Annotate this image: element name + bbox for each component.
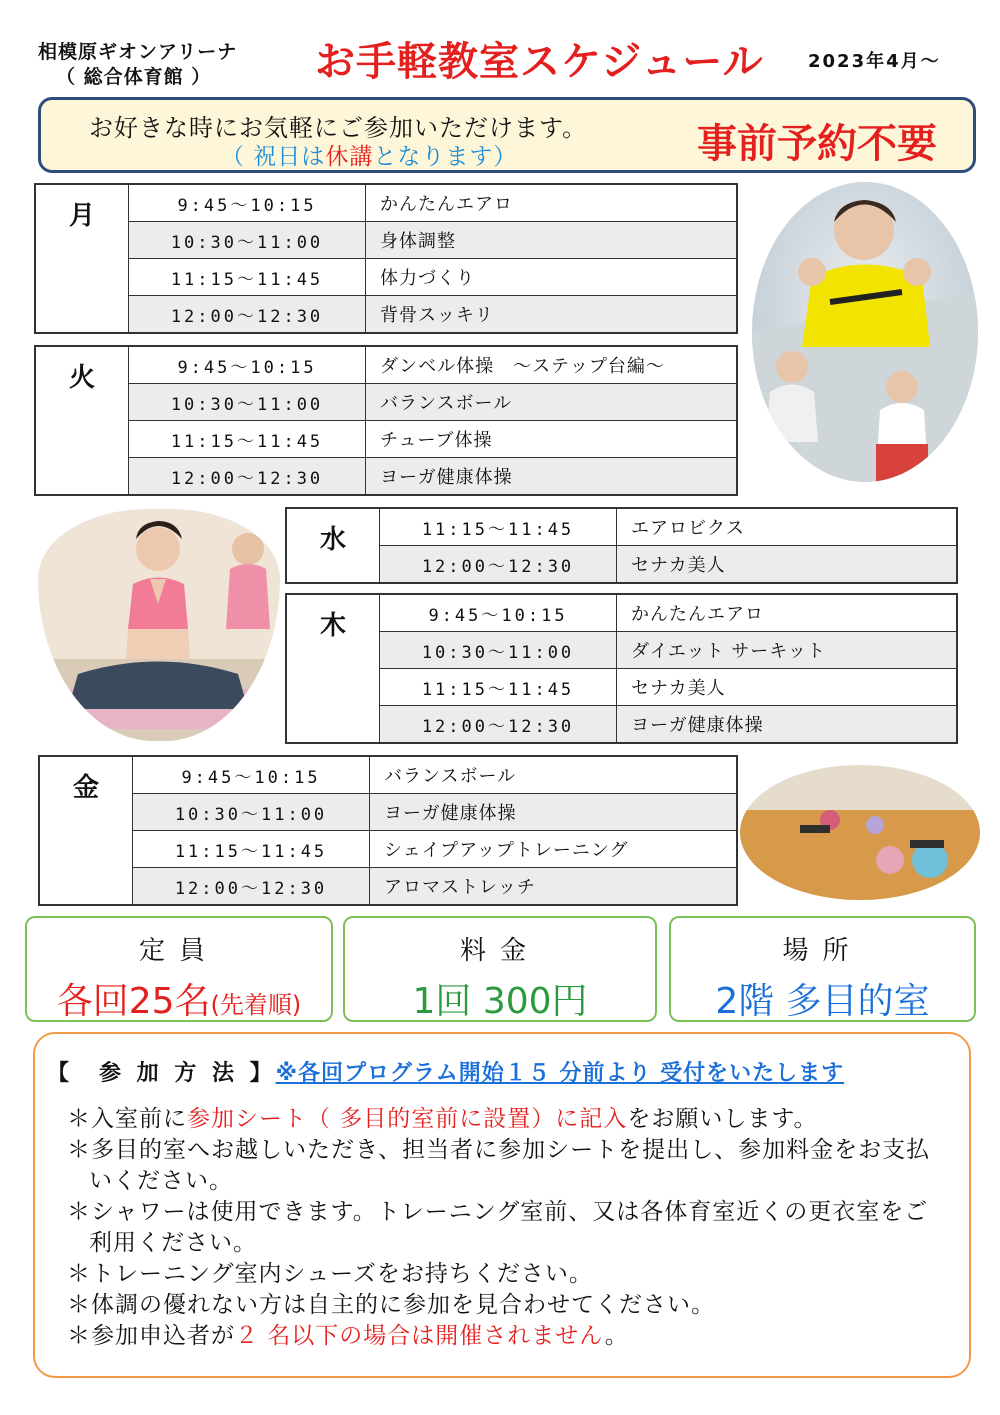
class-name: 身体調整	[366, 222, 738, 259]
day-label-friday: 金	[39, 756, 133, 905]
method-item	[67, 1197, 947, 1259]
place-value: 2階 多目的室	[715, 981, 930, 1022]
class-name: アロマストレッチ	[370, 868, 738, 906]
capacity-label: 定員	[138, 936, 219, 966]
day-label-wednesday: 水	[286, 508, 380, 583]
method-item-emphasis: 参加シート（ 多目的室前に設置）に記入	[187, 1106, 628, 1132]
fee-label: 料金	[459, 936, 540, 966]
class-time: 12:00～12:30	[129, 458, 366, 496]
day-label-monday: 月	[35, 184, 129, 333]
method-item-text: 。	[604, 1323, 629, 1349]
class-name: セナカ美人	[617, 546, 958, 584]
schedule-monday	[34, 183, 738, 334]
method-item-text: ＊体調の優れない方は自主的に参加を見合わせてください。	[67, 1292, 715, 1318]
class-name: シェイプアップトレーニング	[370, 831, 738, 868]
class-name: かんたんエアロ	[366, 184, 738, 222]
schedule-friday	[38, 755, 738, 906]
method-item	[67, 1104, 947, 1135]
method-item-text: をお願いします。	[627, 1106, 818, 1132]
class-name: 体力づくり	[366, 259, 738, 296]
method-heading-line	[47, 1056, 844, 1087]
fee-value: 1回 300円	[412, 981, 588, 1022]
class-name: バランスボール	[366, 384, 738, 421]
class-time: 10:30～11:00	[129, 384, 366, 421]
class-name: バランスボール	[370, 756, 738, 794]
class-time: 10:30～11:00	[133, 794, 370, 831]
day-label-tuesday: 火	[35, 346, 129, 495]
balance-ball-photo	[740, 765, 980, 900]
method-item	[67, 1290, 947, 1321]
class-time: 12:00～12:30	[380, 706, 617, 744]
class-time: 9:45～10:15	[380, 594, 617, 632]
class-name: ヨーガ健康体操	[366, 458, 738, 496]
method-list	[67, 1104, 947, 1352]
schedule-thursday	[285, 593, 958, 744]
start-date: 2023年4月～	[808, 51, 941, 72]
class-name: かんたんエアロ	[617, 594, 958, 632]
holiday-note-pre: （ 祝日は	[221, 144, 326, 170]
venue-title: 相模原ギオンアリーナ	[38, 41, 238, 63]
place-label: 場所	[782, 936, 863, 966]
class-time: 10:30～11:00	[129, 222, 366, 259]
method-item	[67, 1321, 947, 1352]
class-time: 12:00～12:30	[129, 296, 366, 334]
method-item-text: ＊参加申込者が	[67, 1323, 235, 1349]
class-name: ダイエット サーキット	[617, 632, 958, 669]
schedule-wednesday	[285, 507, 958, 584]
holiday-note-closed: 休講	[325, 144, 374, 170]
place-box	[669, 916, 976, 1022]
class-name: セナカ美人	[617, 669, 958, 706]
method-item-text: ＊シャワーは使用できます。トレーニング室前、又は各体育室近くの更衣室をご利用ください。	[67, 1199, 929, 1256]
participation-method-box	[33, 1032, 971, 1378]
method-item-emphasis: ２ 名以下の場合は開催されません	[235, 1323, 605, 1349]
reception-note-link[interactable]: ※各回プログラム開始１５ 分前より 受付をいたします	[275, 1061, 845, 1086]
page-title: お手軽教室スケジュール	[315, 39, 764, 85]
class-time: 12:00～12:30	[133, 868, 370, 906]
no-reservation-label: 事前予約不要	[697, 121, 937, 167]
capacity-note: (先着順)	[210, 991, 302, 1019]
class-time: 10:30～11:00	[380, 632, 617, 669]
class-time: 9:45～10:15	[129, 184, 366, 222]
class-name: チューブ体操	[366, 421, 738, 458]
capacity-value: 各回25名	[56, 981, 211, 1022]
day-label-thursday: 木	[286, 594, 380, 743]
capacity-value-line	[27, 973, 331, 1024]
class-time: 11:15～11:45	[380, 508, 617, 546]
class-time: 12:00～12:30	[380, 546, 617, 584]
class-time: 9:45～10:15	[133, 756, 370, 794]
notice-line1: お好きな時にお気軽にご参加いただけます。	[89, 114, 588, 142]
capacity-box	[25, 916, 333, 1022]
method-item-text: ＊多目的室へお越しいただき、担当者に参加シートを提出し、参加料金をお支払いください。	[67, 1137, 931, 1194]
yoga-photo	[38, 509, 280, 741]
class-time: 11:15～11:45	[133, 831, 370, 868]
method-heading: 【 参 加 方 法 】	[47, 1061, 276, 1086]
class-name: ヨーガ健康体操	[370, 794, 738, 831]
schedule-tuesday	[34, 345, 738, 496]
notice-line2	[221, 138, 517, 171]
method-item-text: ＊入室前に	[67, 1106, 187, 1132]
venue-subtitle: （ 総合体育館 ）	[56, 66, 212, 88]
fee-box	[343, 916, 657, 1022]
venue-name	[38, 40, 237, 90]
method-item	[67, 1259, 947, 1290]
class-name: ダンベル体操 ～ステップ台編～	[366, 346, 738, 384]
class-time: 11:15～11:45	[380, 669, 617, 706]
holiday-note-post: となります）	[373, 144, 518, 170]
class-time: 9:45～10:15	[129, 346, 366, 384]
method-item	[67, 1135, 947, 1197]
class-time: 11:15～11:45	[129, 259, 366, 296]
aerobics-photo	[752, 182, 978, 482]
class-name: エアロビクス	[617, 508, 958, 546]
class-name: 背骨スッキリ	[366, 296, 738, 334]
method-item-text: ＊トレーニング室内シューズをお持ちください。	[67, 1261, 593, 1287]
notice-box	[38, 97, 976, 173]
class-time: 11:15～11:45	[129, 421, 366, 458]
class-name: ヨーガ健康体操	[617, 706, 958, 744]
